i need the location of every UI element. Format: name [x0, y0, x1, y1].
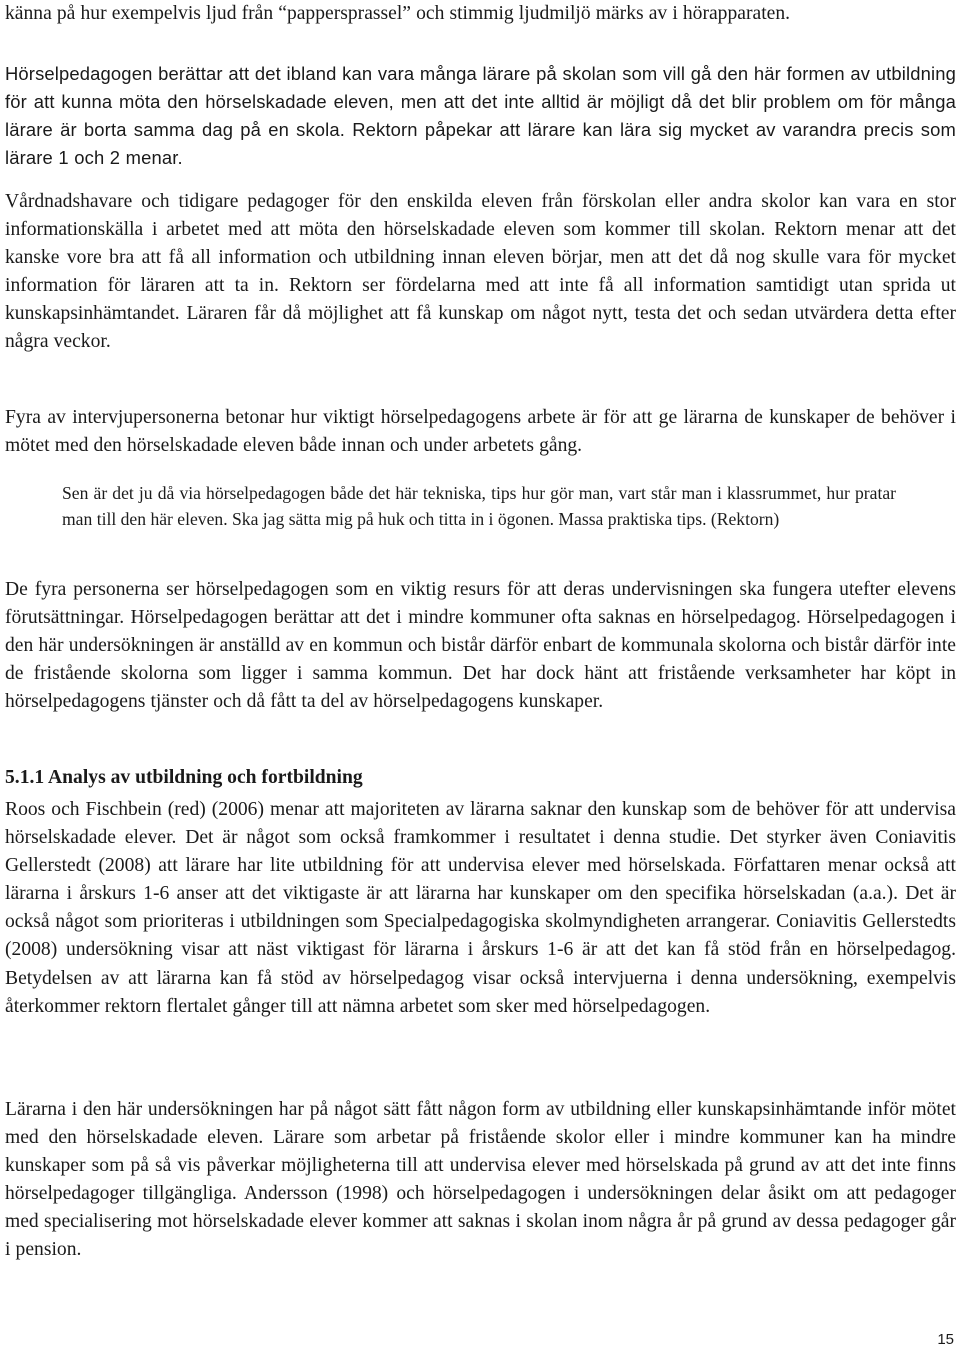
paragraph-conclusion: Lärarna i den här undersökningen har på något sätt fått någon form av utbildning eller kunskapsinhämtande inför mötet med den hörselskadade eleven. Lärare som arbetar på fristående skolor eller i mindre kommuner kan ha mindre kunskaper som på så vis påverkar möjligheterna till att undervisa elever med hörselskada på grund av att det inte finns hörselpedagoger tillgängliga. Andersson (1998) och hörselpedagogen i undersökningen delar åsikt om att pedagoger med specialisering mot hörselskadade elever kommer att saknas i skolan inom några år på grund av dessa pedagoger går i pension.	[5, 1099, 956, 1261]
paragraph-resource: De fyra personerna ser hörselpedagogen som en viktig resurs för att deras undervisningen ska fungera utefter elevens förutsättningar. Hörselpedagogen berättar att det i mindre kommuner ofta saknas en hörselpedagog. Hörselpedagogen i den här undersökningen är anställd av en kommun och bistår därför enbart de kommunala skolorna och bistår därför inte de fristående skolorna som ligger i samma kommun. Det har dock hänt att fristående verksamheter har köpt in hörselpedagogens tjänster och då fått ta del av hörselpedagogens kunskaper.	[5, 579, 956, 713]
section-heading: 5.1.1 Analys av utbildning och fortbildning	[5, 767, 363, 788]
paragraph-analysis: Roos och Fischbein (red) (2006) menar att majoriteten av lärarna saknar den kunskap som de behöver för att undervisa hörselskadade elever. Det är något som också framkommer i resultatet i denna studie. Det styrker även Coniavitis Gellerstedt (2008) att lärare har lite utbildning för att undervisa elever med hörselskada. Författaren menar också att lärarna i årskurs 1-6 anser att det viktigaste är att lärarna har kunskaper om den specifika hörselskadan (a.a.). Det är också något som prioriteras i utbildningen som Specialpedagogiska skolmyndigheten arrangerar. Coniavitis Gellerstedts (2008) undersökning visar att näst viktigast för lärarna i årskurs 1-6 är att det kan få stöd från en hörselpedagog. Betydelsen av att lärarna kan få stöd av hörselpedagog visar också intervjuerna i denna undersökning, exempelvis återkommer rektorn flertalet gånger till att nämna arbetet som sker med hörselpedagogen.	[5, 799, 956, 1017]
paragraph-intro-continuation: känna på hur exempelvis ljud från “pappersprassel” och stimmig ljudmiljö märks av i hörapparaten.	[5, 3, 791, 24]
paragraph-interviewees-emphasis: Fyra av intervjupersonerna betonar hur viktigt hörselpedagogens arbete är för att ge lärarna de kunskaper de behöver i mötet med den hörselskadade eleven både innan och under arbetets gång.	[5, 407, 956, 457]
paragraph-information-sources: Vårdnadshavare och tidigare pedagoger för den enskilda eleven från förskolan eller andra skolor kan vara en stor informationskälla i arbetet med att möta den hörselskadade eleven som kommer till skolan. Rektorn menar att det kanske vore bra att få all information och utbildning innan eleven börjar, men att det då nog skulle vara för mycket information för läraren att ta in. Rektorn ser fördelarna med att inte få all information samtidigt utan sprida ut kunskapsinhämtandet. Läraren får då möjlighet att få kunskap om något nytt, testa det och sedan utvärdera detta efter några veckor.	[5, 191, 956, 353]
page-number: 15	[937, 1331, 954, 1348]
paragraph-teacher-training: Hörselpedagogen berättar att det ibland kan vara många lärare på skolan som vill gå den här formen av utbildning för att kunna möta den hörselskadade eleven, men att det inte alltid är möjligt då det blir problem om för många lärare är borta samma dag på en skola. Rektorn påpekar att lärare kan lära sig mycket av varandra precis som lärare 1 och 2 menar.	[5, 63, 956, 169]
block-quote-rektorn: Sen är det ju då via hörselpedagogen både det här tekniska, tips hur gör man, vart står man i klassrummet, hur pratar man till den här eleven. Ska jag sätta mig på huk och titta in i ögonen. Massa praktiska tips. (Rektorn)	[62, 483, 896, 530]
